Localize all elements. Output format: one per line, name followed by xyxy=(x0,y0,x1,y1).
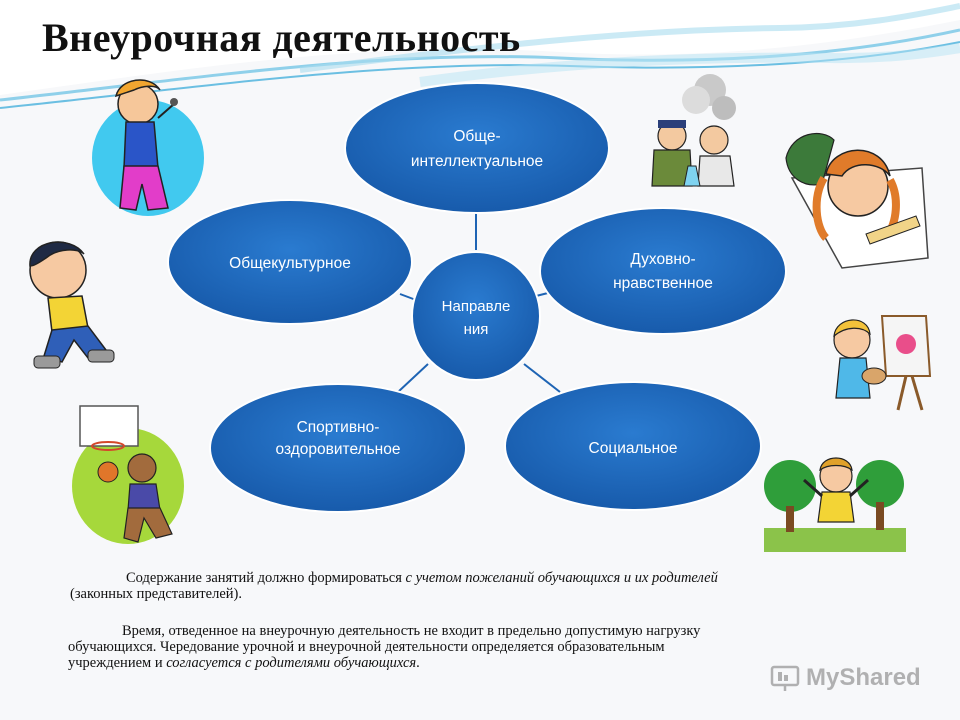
paragraph2-line3-normal: учреждением и xyxy=(68,655,167,671)
myshared-watermark xyxy=(770,660,930,696)
node-sport-line1: Спортивно- xyxy=(296,419,380,436)
drawing-girl-picture xyxy=(782,118,932,270)
node-center-line1: Направле xyxy=(441,298,511,315)
slide-title: Внеурочная деятельность xyxy=(42,15,521,60)
node-center-line2: ния xyxy=(463,321,489,338)
painter-girl-picture xyxy=(826,306,938,412)
node-cultural-line1: Общекультурное xyxy=(229,255,351,272)
node-spiritual-line1: Духовно- xyxy=(630,251,696,268)
node-center xyxy=(412,252,540,380)
node-intellectual-line1: Обще- xyxy=(453,128,501,145)
singer-girl-picture xyxy=(86,74,206,222)
node-spiritual xyxy=(540,208,786,334)
node-sport xyxy=(210,384,466,512)
chemists-picture xyxy=(644,70,744,196)
paragraph2-line1: Время, отведенное на внеурочную деятельность не входит в предельно допустимую нагрузку xyxy=(122,623,701,639)
node-social xyxy=(505,382,761,510)
paragraph2-line2: обучающихся. Чередование урочной и внеурочной деятельности определяется образовательным xyxy=(68,639,665,655)
node-sport-line2: оздоровительное xyxy=(275,441,401,458)
running-boy-picture xyxy=(18,232,122,374)
connector-social xyxy=(524,364,560,392)
paragraph1-italic: с учетом пожеланий обучающихся и их родителей xyxy=(405,570,718,586)
node-intellectual xyxy=(345,83,609,213)
presentation-icon xyxy=(770,663,800,693)
paragraph2-line3-end: . xyxy=(416,655,420,671)
watermark-text: MyShared xyxy=(806,664,921,691)
paragraph2-line3-italic: согласуется с родителями обучающихся xyxy=(166,655,417,671)
node-intellectual-line2: интеллектуальное xyxy=(410,153,544,170)
paragraph1-tail: (законных представителей). xyxy=(70,586,242,602)
boy-in-nature-picture xyxy=(764,442,906,552)
paragraph1-normal: Содержание занятий должно формироваться xyxy=(126,570,406,586)
node-spiritual-line2: нравственное xyxy=(613,275,713,292)
node-social-line1: Социальное xyxy=(588,440,678,457)
connector-sport xyxy=(398,364,428,392)
paragraph-content-requirement xyxy=(70,570,920,602)
basketball-player-picture xyxy=(68,402,186,546)
